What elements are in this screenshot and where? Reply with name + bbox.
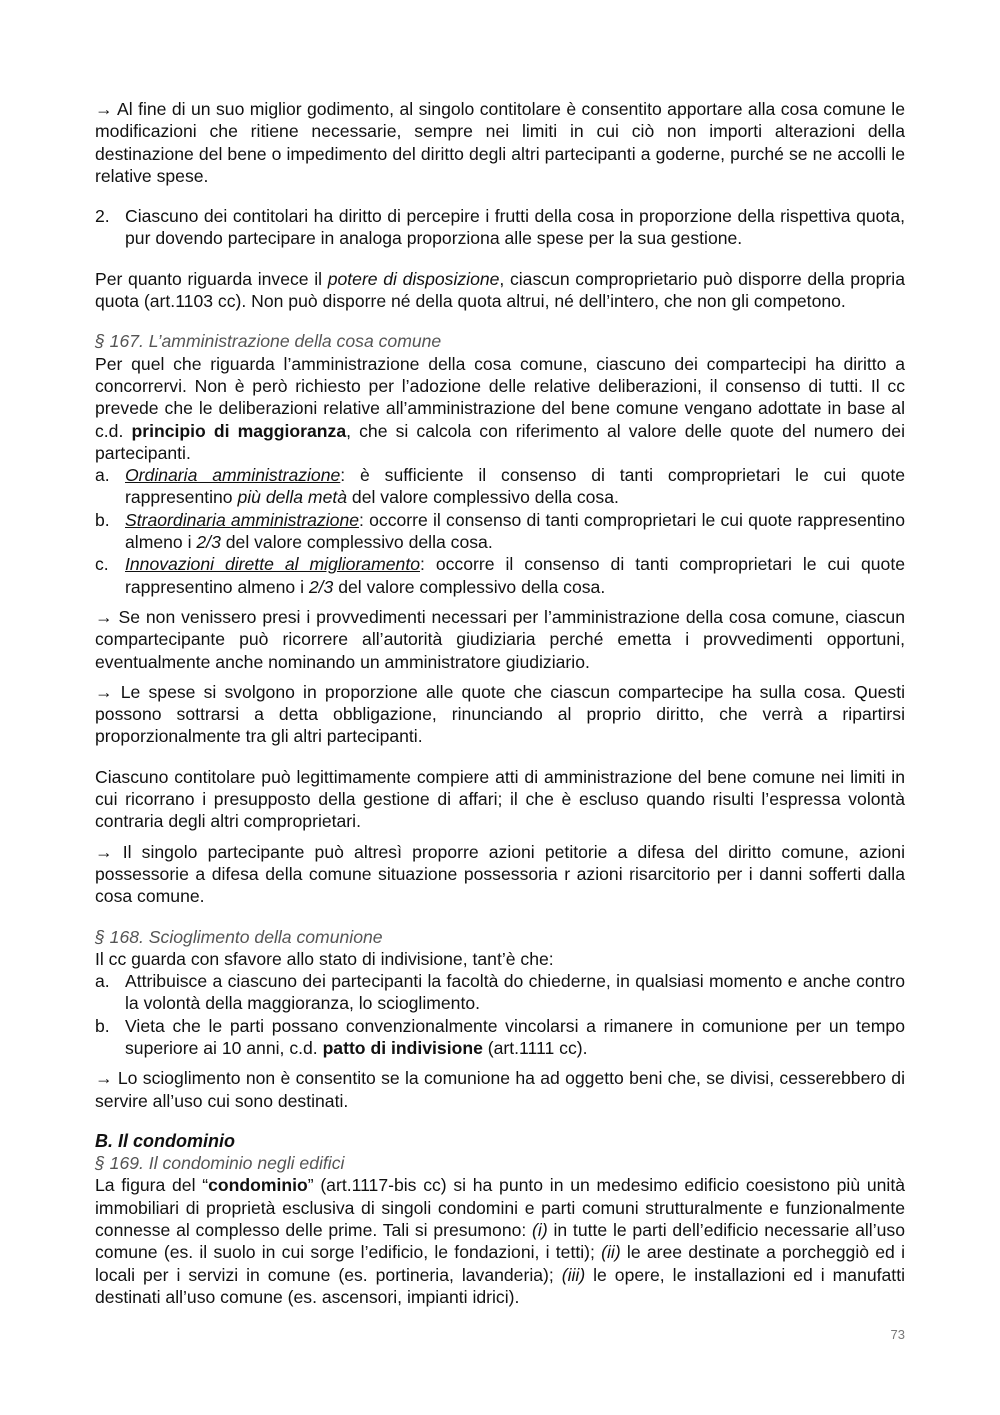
list-item-text: Ciascuno dei contitolari ha diritto di percepire i frutti della cosa in proporzione della rispettiva quota, pur dovendo partecipare in analoga proporziona alle spese per la sua gestione. xyxy=(125,206,905,249)
list-item-b: b. Straordinaria amministrazione: occorre il consenso di tanti comproprietari le cui quote rappresentino almeno i 2/3 del valore complessivo della cosa. xyxy=(95,509,906,553)
paragraph-contitolare: Ciascuno contitolare può legittimamente compiere atti di amministrazione del bene comune nei limiti in cui ricorrano i presupposto della gestione di affari; il che è escluso quando risulti l’espressa volontà contraria degli altri comproprietari. xyxy=(95,766,905,832)
page-number: 73 xyxy=(890,1327,905,1342)
section-title-condominio: B. Il condominio xyxy=(95,1130,235,1151)
list-item-a: a. Ordinaria amministrazione: è sufficiente il consenso di tanti comproprietari le cui quote rappresentino più della metà del valore complessivo della cosa. xyxy=(95,465,906,508)
paragraph-scioglimento: → Lo scioglimento non è consentito se la comunione ha ad oggetto beni che, se divisi, cesserebbero di servire all’uso cui sono destinati. xyxy=(95,1068,905,1111)
paragraph-modificazioni: → Al fine di un suo miglior godimento, al singolo contitolare è consentito apportare alla cosa comune le modificazioni che ritiene necessarie, sempre nei limiti in cui ciò non importi alterazioni della destinazione del bene o impedimento del diritto degli altri partecipanti a goderne, purché se ne accolli le relative spese. xyxy=(95,99,905,186)
paragraph-potere-disposizione: Per quanto riguarda invece il potere di disposizione, ciascun comproprietario può disporre della propria quota (art.1103 cc). Non può disporre né della quota altrui, né dell’intero, che non gli competono. xyxy=(95,268,905,312)
document-page xyxy=(95,98,905,1308)
paragraph-spese: → Le spese si svolgono in proporzione alle quote che ciascun compartecipe ha sulla cosa. Questi possono sottrarsi a detta obbligazione, rinunciando al proprio diritto, che verrà a ripartirsi proporzionalmente tra gli altri partecipanti. xyxy=(95,681,905,747)
list-item-2 xyxy=(95,205,905,250)
section-heading-167: § 167. L’amministrazione della cosa comune xyxy=(95,331,442,352)
paragraph-amministrazione: Per quel che riguarda l’amministrazione della cosa comune, ciascuno dei compartecipi ha diritto a concorrervi. Non è però richiesto per l’adozione delle relative deliberazioni, il consenso di tutti. Il cc prevede che le deliberazioni relative all’amministrazione del bene comune vengano adottate in base al c.d. principio di maggioranza, che si calcola con riferimento al valore delle quote del numero dei partecipanti. xyxy=(95,353,906,463)
list-item-c: c. Innovazioni dirette al miglioramento: occorre il consenso di tanti comproprietari le cui quote rappresentino almeno i 2/3 del valore complessivo della cosa. xyxy=(95,554,905,597)
list-marker: 2. xyxy=(95,206,110,227)
paragraph-indivisione: Il cc guarda con sfavore allo stato di indivisione, tant’è che: xyxy=(95,948,554,969)
section-heading-168: § 168. Scioglimento della comunione xyxy=(95,926,383,947)
list-item-a: a. Attribuisce a ciascuno dei partecipanti la facoltà do chiederne, in qualsiasi momento e anche contro la volontà della maggioranza, lo scioglimento. xyxy=(95,971,905,1014)
paragraph-provvedimenti: → Se non venissero presi i provvedimenti necessari per l’amministrazione della cosa comune, ciascun compartecipante può ricorrere all’autorità giudiziaria perché emetta i provvedimenti opportuni, eventualmente anche nominando un amministratore giudiziario. xyxy=(95,606,905,672)
list-item-b: b. Vieta che le parti possano convenzionalmente vincolarsi a rimanere in comunione per un tempo superiore ai 10 anni, c.d. patto di indivisione (art.1111 cc). xyxy=(95,1015,905,1058)
paragraph-condominio: La figura del “condominio” (art.1117-bis cc) si ha punto in un medesimo edificio coesistono più unità immobiliari di proprietà esclusiva di singoli condomini e parti comuni strutturalmente e funzionalmente connesse al complesso delle prime. Tali si presumono: (i) in tutte le parti dell’edificio necessarie all’uso comune (es. il suolo in cui sorge l’edificio, le fondazioni, i tetti); (ii) le aree destinate a porcheggiò ed i locali per i servizi in comune (es. portineria, lavanderia); (iii) le opere, le installazioni ed i manufatti destinati all’uso comune (es. ascensori, impianti idrici). xyxy=(95,1175,905,1307)
paragraph-azioni: → Il singolo partecipante può altresì proporre azioni petitorie a difesa del diritto comune, azioni possessorie a difesa della comune situazione possessoria r azioni risarcitorio per i danni sofferti dalla cosa comune. xyxy=(95,841,905,907)
section-heading-169: § 169. Il condominio negli edifici xyxy=(95,1153,345,1174)
